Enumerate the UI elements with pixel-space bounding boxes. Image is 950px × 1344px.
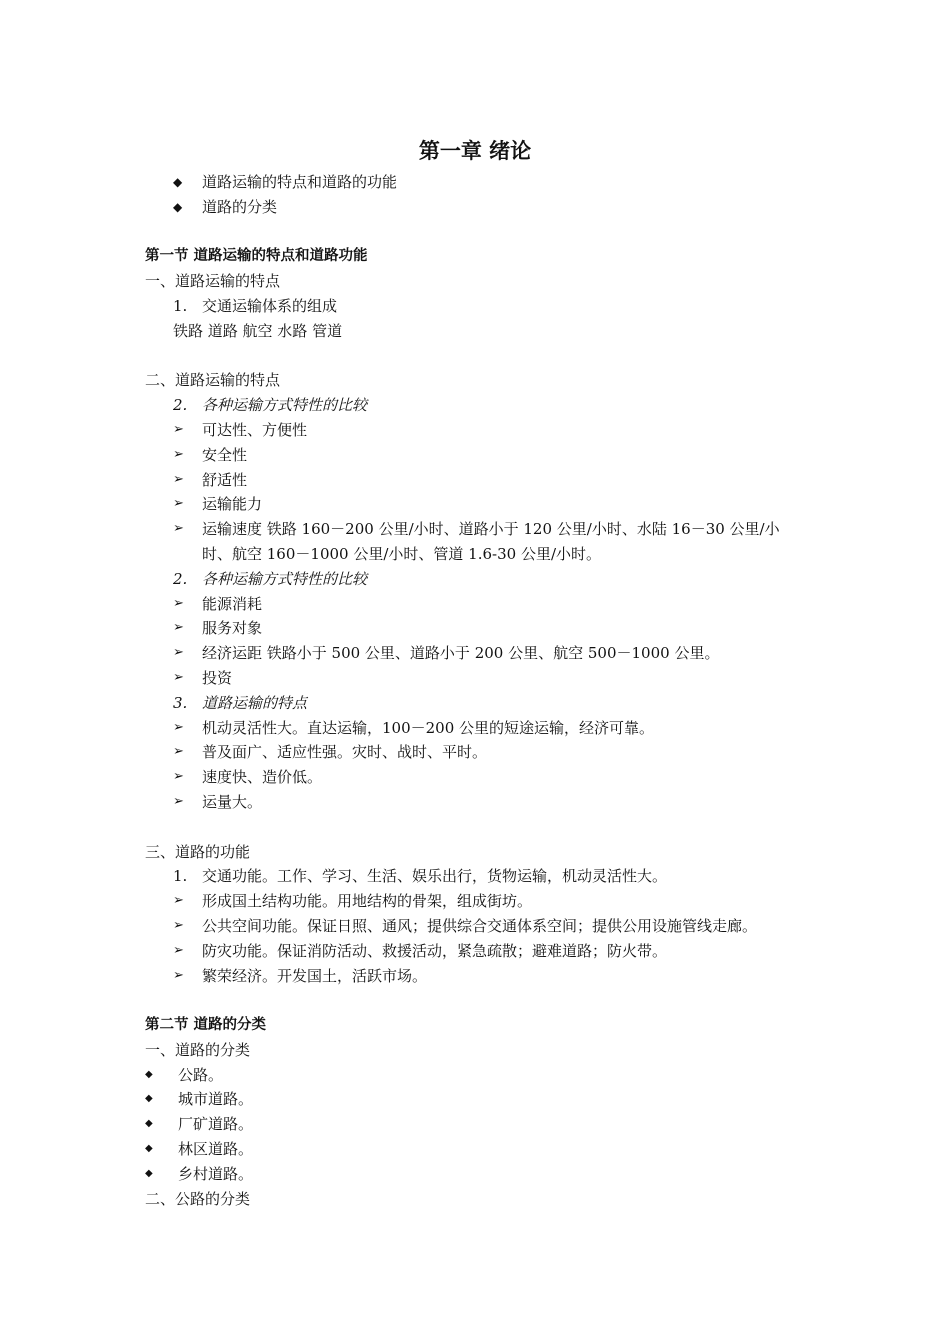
list-item: ➢ 防灾功能。保证消防活动、救援活动，紧急疏散；避难道路；防火带。 xyxy=(145,939,825,964)
arrowhead-bullet-icon: ➢ xyxy=(173,496,184,512)
arrowhead-bullet-icon: ➢ xyxy=(173,793,184,809)
arrowhead-bullet-icon: ➢ xyxy=(173,645,184,661)
arrowhead-bullet-icon: ➢ xyxy=(173,942,184,958)
list-item: ➢ 普及面广、适应性强。灾时、战时、平时。 xyxy=(145,740,825,765)
arrowhead-bullet-icon: ➢ xyxy=(173,421,184,437)
arrowhead-bullet-icon: ➢ xyxy=(173,967,184,983)
arrowhead-bullet-icon: ➢ xyxy=(173,521,184,537)
arrowhead-bullet-icon: ➢ xyxy=(173,446,184,462)
arrowhead-bullet-icon: ➢ xyxy=(173,471,184,487)
document-body xyxy=(145,136,825,1211)
section-heading: 第一节 道路运输的特点和道路功能 xyxy=(145,248,368,265)
numbered-item: 2. 各种运输方式特性的比较 xyxy=(173,569,368,588)
paragraph-heading: 二、公路的分类 xyxy=(145,1189,251,1208)
arrowhead-bullet-icon: ➢ xyxy=(173,917,184,933)
list-item: ➢ 速度快、造价低。 xyxy=(145,765,825,790)
paragraph: 铁路 道路 航空 水路 管道 xyxy=(173,321,343,340)
diamond-bullet-icon: ◆ xyxy=(173,175,183,189)
arrowhead-bullet-icon: ➢ xyxy=(173,719,184,735)
list-item: ➢ 运输能力 xyxy=(145,492,825,517)
toc-item: ◆ 道路运输的特点和道路的功能 xyxy=(145,170,825,195)
numbered-item: 2. 各种运输方式特性的比较 xyxy=(173,396,368,415)
list-item: ➢ 公共空间功能。保证日照、通风；提供综合交通体系空间；提供公用设施管线走廊。 xyxy=(145,914,825,939)
list-item: ◆ 城市道路。 xyxy=(145,1087,825,1112)
arrowhead-bullet-icon: ➢ xyxy=(173,669,184,685)
paragraph-heading: 一、道路的分类 xyxy=(145,1040,251,1059)
list-item: ➢ 运量大。 xyxy=(145,790,825,815)
arrowhead-bullet-icon: ➢ xyxy=(173,893,184,909)
list-item: ➢ 机动灵活性大。直达运输，100－200 公里的短途运输，经济可靠。 xyxy=(145,716,825,741)
arrowhead-bullet-icon: ➢ xyxy=(173,620,184,636)
list-item: ➢ 能源消耗 xyxy=(145,592,825,617)
diamond-bullet-icon: ◆ xyxy=(145,1167,153,1179)
diamond-bullet-icon: ◆ xyxy=(173,199,183,214)
arrowhead-bullet-icon: ➢ xyxy=(173,744,184,760)
list-item: ◆ 厂矿道路。 xyxy=(145,1112,825,1137)
paragraph-heading: 二、道路运输的特点 xyxy=(145,371,281,390)
list-item: ◆ 林区道路。 xyxy=(145,1137,825,1162)
numbered-item: 3. 道路运输的特点 xyxy=(173,693,308,712)
diamond-bullet-icon: ◆ xyxy=(145,1068,153,1080)
list-item: ➢ 舒适性 xyxy=(145,468,825,493)
list-item: ◆ 乡村道路。 xyxy=(145,1162,825,1187)
diamond-bullet-icon: ◆ xyxy=(145,1093,153,1105)
list-item: ➢ 运输速度 铁路 160－200 公里/小时、道路小于 120 公里/小时、水陆 16－30 公里/小 xyxy=(145,517,825,542)
list-item-continuation: 时、航空 160－1000 公里/小时、管道 1.6-30 公里/小时。 xyxy=(202,544,601,563)
list-item: ➢ 安全性 xyxy=(145,443,825,468)
list-item: ➢ 投资 xyxy=(145,666,825,691)
diamond-bullet-icon: ◆ xyxy=(145,1118,153,1130)
paragraph-heading: 三、道路的功能 xyxy=(145,842,251,861)
numbered-item: 1. 交通功能。工作、学习、生活、娱乐出行，货物运输，机动灵活性大。 xyxy=(173,867,668,886)
list-item: ➢ 繁荣经济。开发国土，活跃市场。 xyxy=(145,964,825,989)
diamond-bullet-icon: ◆ xyxy=(145,1143,153,1155)
toc-item: ◆ 道路的分类 xyxy=(145,195,825,220)
chapter-title: 第一章 绪论 xyxy=(418,139,532,163)
arrowhead-bullet-icon: ➢ xyxy=(173,769,184,785)
arrowhead-bullet-icon: ➢ xyxy=(173,595,184,611)
numbered-item: 1. 交通运输体系的组成 xyxy=(173,296,338,315)
list-item: ➢ 经济运距 铁路小于 500 公里、道路小于 200 公里、航空 500－1000 公里。 xyxy=(145,641,825,666)
paragraph-heading: 一、道路运输的特点 xyxy=(145,272,281,291)
list-item: ➢ 服务对象 xyxy=(145,616,825,641)
section-heading: 第二节 道路的分类 xyxy=(145,1017,267,1034)
list-item: ◆ 公路。 xyxy=(145,1063,825,1088)
list-item: ➢ 可达性、方便性 xyxy=(145,418,825,443)
list-item: ➢ 形成国土结构功能。用地结构的骨架，组成街坊。 xyxy=(145,889,825,914)
